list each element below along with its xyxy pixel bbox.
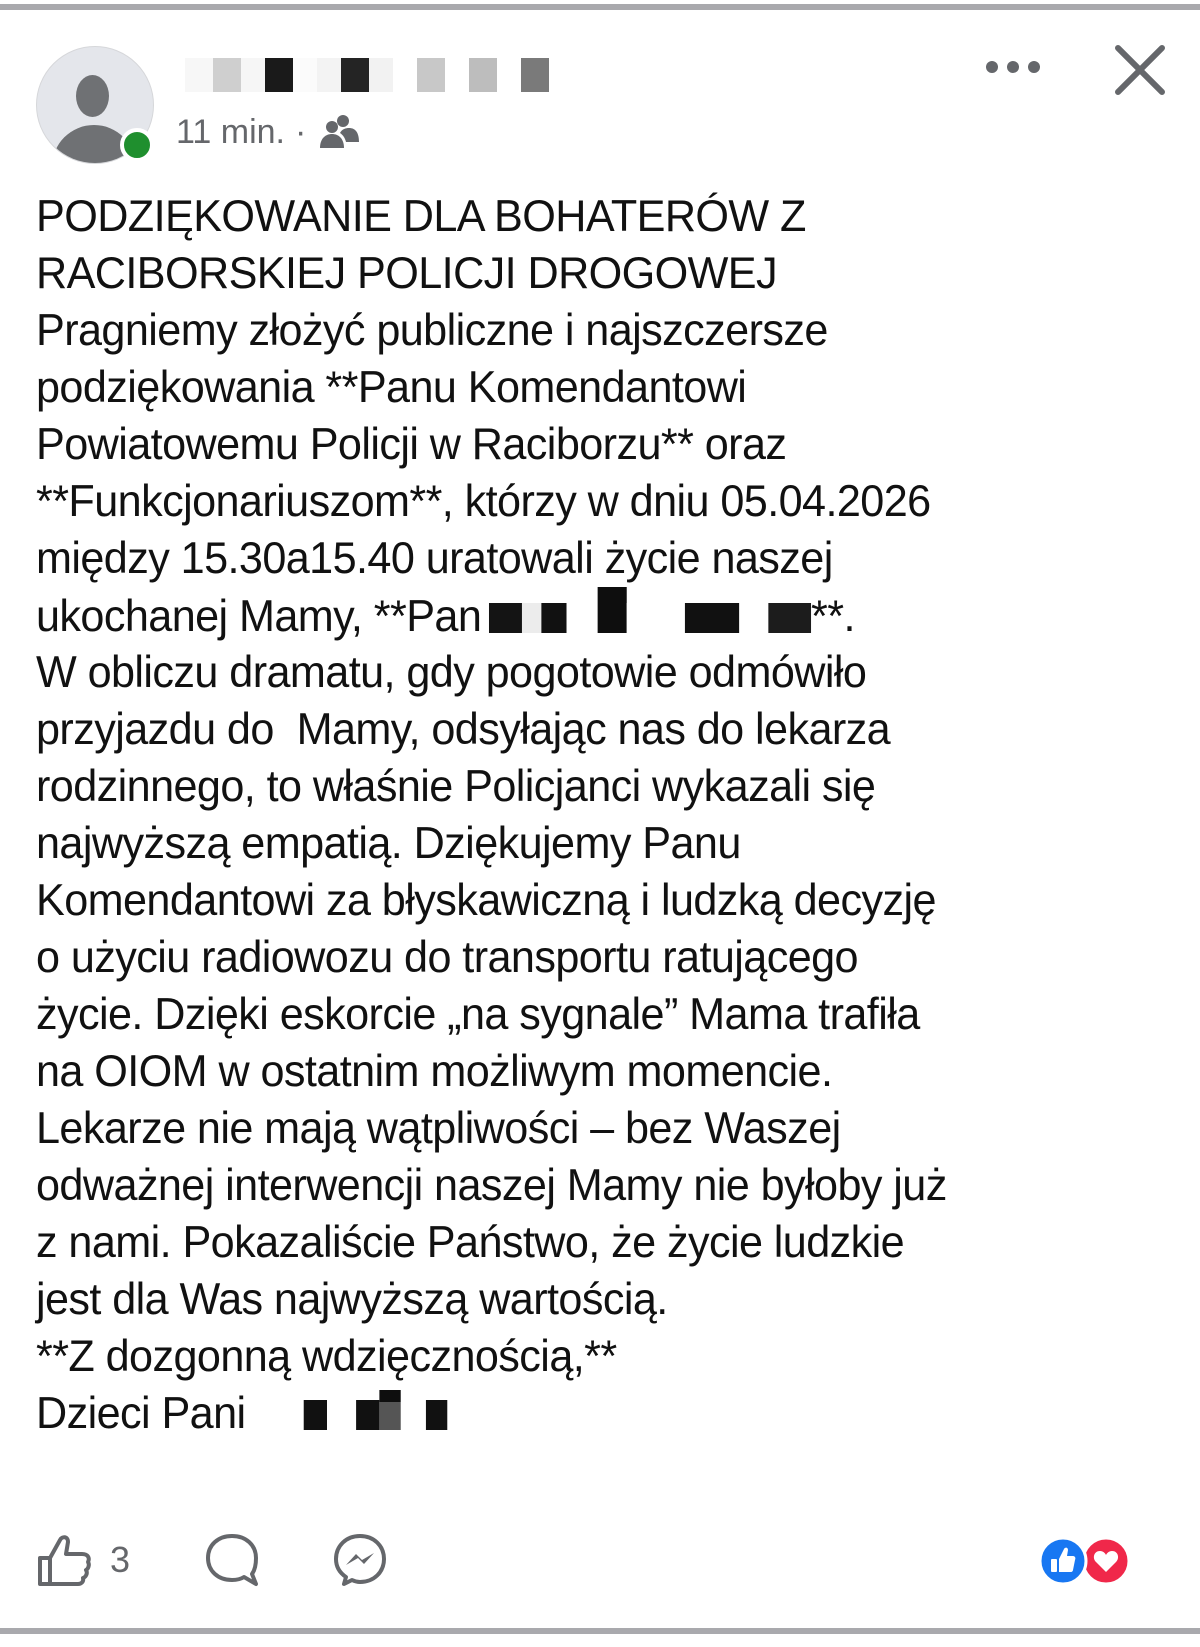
meta-separator: · — [294, 112, 307, 151]
reaction-icons — [1036, 1536, 1136, 1586]
post-line: RACIBORSKIEJ POLICJI DROGOWEJ — [36, 249, 778, 298]
author-name-redacted[interactable] — [185, 58, 549, 94]
redaction-block — [293, 58, 317, 92]
redaction-block — [304, 1400, 327, 1430]
post-line: Pragniemy złożyć publiczne i najszczersze — [36, 306, 828, 355]
redaction-block — [185, 58, 213, 92]
redaction-block — [521, 58, 549, 92]
redaction-block — [541, 603, 566, 633]
redaction-block — [598, 587, 627, 633]
post-line: **Funkcjonariuszom**, którzy w dniu 05.04.2026 — [36, 477, 931, 526]
close-icon — [1110, 40, 1170, 100]
post-action-bar — [36, 1532, 1166, 1592]
post-line-with-redaction — [36, 587, 1142, 644]
send-in-messenger-button[interactable] — [332, 1532, 388, 1593]
redaction-block — [379, 1390, 400, 1430]
post-line: Lekarze nie mają wątpliwości – bez Waszej — [36, 1104, 841, 1153]
post-line: W obliczu dramatu, gdy pogotowie odmówiło — [36, 648, 867, 697]
comment-button[interactable] — [204, 1532, 260, 1593]
online-status-indicator — [120, 128, 154, 162]
redaction-block — [685, 603, 739, 633]
post-line-text: ukochanej Mamy, **Pan — [36, 592, 482, 641]
post-timestamp[interactable]: 11 min. — [176, 112, 285, 151]
post-line: najwyższą empatią. Dziękujemy Panu — [36, 819, 741, 868]
redaction-block — [356, 1400, 379, 1430]
post-body — [36, 188, 1142, 1442]
redaction-block — [417, 58, 445, 92]
post-line: o użyciu radiowozu do transportu ratującego — [36, 933, 858, 982]
post-line: **Z dozgonną wdzięcznością,** — [36, 1332, 617, 1381]
redaction-block — [213, 58, 241, 92]
post-line: na OIOM w ostatnim możliwym momencie. — [36, 1047, 833, 1096]
post-line: Komendantowi za błyskawiczną i ludzką decyzję — [36, 876, 936, 925]
avatar-head-shape — [76, 75, 109, 117]
bottom-divider — [0, 1628, 1200, 1634]
redaction-block — [469, 58, 497, 92]
post-line: życie. Dzięki eskorcie „na sygnale” Mama trafiła — [36, 990, 920, 1039]
post-line: odważnej interwencji naszej Mamy nie byłoby już — [36, 1161, 947, 1210]
redaction-block — [497, 58, 521, 92]
redaction-block — [522, 603, 541, 633]
redaction-block — [265, 58, 293, 92]
more-options-icon — [980, 52, 1046, 82]
post-line-text: Dzieci Pani — [36, 1389, 246, 1438]
post-line-suffix: **. — [811, 592, 855, 641]
redaction-block — [768, 603, 811, 633]
comment-icon — [204, 1532, 260, 1588]
reactions-summary[interactable] — [1036, 1536, 1136, 1586]
redaction-block — [445, 58, 469, 92]
more-options-button[interactable] — [980, 52, 1046, 82]
thumbs-up-icon — [36, 1532, 92, 1588]
redaction-block — [241, 58, 265, 92]
post-line: między 15.30a15.40 uratowali życie naszej — [36, 534, 833, 583]
redaction-block — [426, 1400, 447, 1430]
post-meta — [176, 112, 362, 152]
redaction-block — [393, 58, 417, 92]
like-count: 3 — [110, 1539, 131, 1580]
redaction-block — [317, 58, 341, 92]
post-line-with-redaction — [36, 1385, 1142, 1442]
post-line: Powiatowemu Policji w Raciborzu** oraz — [36, 420, 787, 469]
top-divider — [0, 4, 1200, 10]
redaction-block — [341, 58, 369, 92]
like-button[interactable] — [36, 1532, 130, 1588]
post-line: podziękowania **Panu Komendantowi — [36, 363, 747, 412]
post-line: jest dla Was najwyższą wartością. — [36, 1275, 668, 1324]
messenger-icon — [332, 1532, 388, 1588]
group-icon — [316, 112, 362, 152]
redaction-block — [369, 58, 393, 92]
post-line: przyjazdu do Mamy, odsyłając nas do lekarza — [36, 705, 891, 754]
post-line: rodzinnego, to właśnie Policjanci wykazali się — [36, 762, 876, 811]
post-line: z nami. Pokazaliście Państwo, że życie ludzkie — [36, 1218, 905, 1267]
post-line: PODZIĘKOWANIE DLA BOHATERÓW Z — [36, 192, 806, 241]
redaction-block — [489, 603, 522, 633]
close-button[interactable] — [1110, 40, 1170, 100]
